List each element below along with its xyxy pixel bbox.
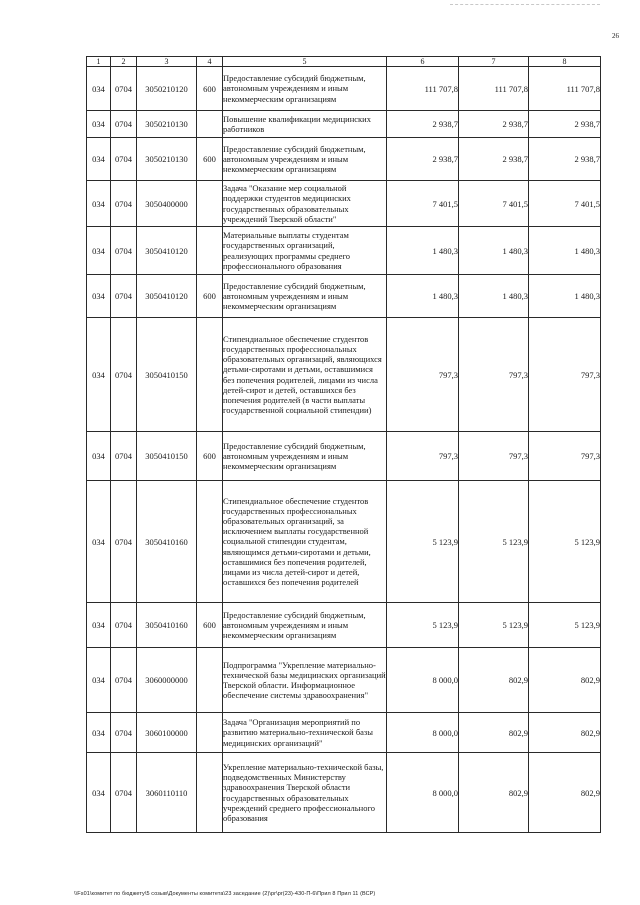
amount-cell: 802,9 xyxy=(459,713,529,753)
amount-cell: 5 123,9 xyxy=(529,603,601,648)
target-article-cell: 3050410120 xyxy=(137,227,197,275)
amount-cell: 2 938,7 xyxy=(387,138,459,181)
section-code-cell: 0704 xyxy=(111,67,137,111)
column-header: 1 xyxy=(87,57,111,67)
target-article-cell: 3060110110 xyxy=(137,753,197,833)
amount-cell: 111 707,8 xyxy=(387,67,459,111)
amount-cell: 7 401,5 xyxy=(459,181,529,227)
column-header: 8 xyxy=(529,57,601,67)
admin-code-cell: 034 xyxy=(87,111,111,138)
section-code-cell: 0704 xyxy=(111,481,137,603)
amount-cell: 802,9 xyxy=(529,713,601,753)
admin-code-cell: 034 xyxy=(87,432,111,481)
target-article-cell: 3050410160 xyxy=(137,603,197,648)
admin-code-cell: 034 xyxy=(87,603,111,648)
section-code-cell: 0704 xyxy=(111,432,137,481)
file-path-footer: \\Fs01\комитет по бюджету\5 созыв\Документы комитета\23 заседание (2)\pr\pr(23)-430-П-6\Прил 8 Прил 11 (ВСР) xyxy=(74,891,376,897)
amount-cell: 797,3 xyxy=(387,318,459,432)
amount-cell: 7 401,5 xyxy=(387,181,459,227)
target-article-cell: 3060100000 xyxy=(137,713,197,753)
table-row xyxy=(87,318,601,432)
table-row xyxy=(87,753,601,833)
amount-cell: 2 938,7 xyxy=(529,138,601,181)
description-cell: Материальные выплаты студентам государственных организаций, реализующих программы среднего профессионального образования xyxy=(223,227,387,275)
description-cell: Предоставление субсидий бюджетным, автономным учреждениям и иным некоммерческим организациям xyxy=(223,67,387,111)
admin-code-cell: 034 xyxy=(87,713,111,753)
expense-type-cell: 600 xyxy=(197,138,223,181)
amount-cell: 5 123,9 xyxy=(387,603,459,648)
amount-cell: 802,9 xyxy=(459,753,529,833)
amount-cell: 5 123,9 xyxy=(529,481,601,603)
amount-cell: 802,9 xyxy=(529,648,601,713)
table-row xyxy=(87,648,601,713)
column-header: 5 xyxy=(223,57,387,67)
table-row xyxy=(87,275,601,318)
admin-code-cell: 034 xyxy=(87,138,111,181)
target-article-cell: 3050410150 xyxy=(137,318,197,432)
amount-cell: 802,9 xyxy=(529,753,601,833)
expense-type-cell xyxy=(197,648,223,713)
description-cell: Подпрограмма "Укрепление материально-технической базы медицинских организаций Тверской области. Информационное обеспечение системы здравоохранения" xyxy=(223,648,387,713)
amount-cell: 1 480,3 xyxy=(387,227,459,275)
amount-cell: 5 123,9 xyxy=(387,481,459,603)
amount-cell: 797,3 xyxy=(529,432,601,481)
amount-cell: 111 707,8 xyxy=(459,67,529,111)
column-header: 6 xyxy=(387,57,459,67)
section-code-cell: 0704 xyxy=(111,318,137,432)
target-article-cell: 3050410150 xyxy=(137,432,197,481)
amount-cell: 111 707,8 xyxy=(529,67,601,111)
expense-type-cell xyxy=(197,318,223,432)
section-code-cell: 0704 xyxy=(111,713,137,753)
table-row xyxy=(87,432,601,481)
description-cell: Предоставление субсидий бюджетным, автономным учреждениям и иным некоммерческим организациям xyxy=(223,138,387,181)
amount-cell: 8 000,0 xyxy=(387,648,459,713)
description-cell: Задача "Организация мероприятий по развитию материально-технической базы медицинских организаций" xyxy=(223,713,387,753)
description-cell: Предоставление субсидий бюджетным, автономным учреждениям и иным некоммерческим организациям xyxy=(223,275,387,318)
amount-cell: 1 480,3 xyxy=(387,275,459,318)
expense-type-cell: 600 xyxy=(197,275,223,318)
expense-type-cell xyxy=(197,481,223,603)
description-cell: Предоставление субсидий бюджетным, автономным учреждениям и иным некоммерческим организациям xyxy=(223,432,387,481)
amount-cell: 1 480,3 xyxy=(459,227,529,275)
amount-cell: 797,3 xyxy=(529,318,601,432)
admin-code-cell: 034 xyxy=(87,481,111,603)
section-code-cell: 0704 xyxy=(111,275,137,318)
amount-cell: 5 123,9 xyxy=(459,481,529,603)
column-header: 2 xyxy=(111,57,137,67)
target-article-cell: 3060000000 xyxy=(137,648,197,713)
expense-type-cell xyxy=(197,713,223,753)
column-header: 4 xyxy=(197,57,223,67)
table-header-row xyxy=(87,57,601,67)
target-article-cell: 3050410120 xyxy=(137,275,197,318)
page-number: 26 xyxy=(612,32,619,40)
amount-cell: 8 000,0 xyxy=(387,713,459,753)
target-article-cell: 3050210130 xyxy=(137,111,197,138)
amount-cell: 797,3 xyxy=(459,432,529,481)
amount-cell: 1 480,3 xyxy=(529,275,601,318)
expense-type-cell xyxy=(197,111,223,138)
budget-table xyxy=(86,56,601,833)
amount-cell: 1 480,3 xyxy=(459,275,529,318)
target-article-cell: 3050210130 xyxy=(137,138,197,181)
expense-type-cell xyxy=(197,227,223,275)
amount-cell: 2 938,7 xyxy=(459,138,529,181)
amount-cell: 2 938,7 xyxy=(529,111,601,138)
admin-code-cell: 034 xyxy=(87,648,111,713)
amount-cell: 797,3 xyxy=(459,318,529,432)
admin-code-cell: 034 xyxy=(87,318,111,432)
section-code-cell: 0704 xyxy=(111,753,137,833)
description-cell: Задача "Оказание мер социальной поддержки студентов медицинских государственных образовательных учреждений Тверской области" xyxy=(223,181,387,227)
description-cell: Стипендиальное обеспечение студентов государственных профессиональных образовательных организаций, являющихся детьми-сиротами и детьми, оставшимися без попечения родителей, лицами из числа детей-сирот и детей, оставшихся без попечения родителей (в части выплаты государственной социальной стипендии) xyxy=(223,318,387,432)
amount-cell: 797,3 xyxy=(387,432,459,481)
table-row xyxy=(87,138,601,181)
admin-code-cell: 034 xyxy=(87,227,111,275)
expense-type-cell: 600 xyxy=(197,67,223,111)
admin-code-cell: 034 xyxy=(87,275,111,318)
expense-type-cell xyxy=(197,181,223,227)
description-cell: Стипендиальное обеспечение студентов государственных профессиональных образовательных организаций, за исключением выплаты государственной социальной стипендии студентам, являющимся детьми-сиротами и детьми, оставшимися без попечения родителей, лицами из числа детей-сирот и детей, оставшихся без попечения родителей xyxy=(223,481,387,603)
target-article-cell: 3050210120 xyxy=(137,67,197,111)
target-article-cell: 3050400000 xyxy=(137,181,197,227)
expense-type-cell: 600 xyxy=(197,432,223,481)
amount-cell: 2 938,7 xyxy=(459,111,529,138)
amount-cell: 8 000,0 xyxy=(387,753,459,833)
table-row xyxy=(87,67,601,111)
section-code-cell: 0704 xyxy=(111,111,137,138)
expense-type-cell: 600 xyxy=(197,603,223,648)
section-code-cell: 0704 xyxy=(111,181,137,227)
scan-artifact xyxy=(450,4,600,6)
table-row xyxy=(87,181,601,227)
table-row xyxy=(87,227,601,275)
amount-cell: 2 938,7 xyxy=(387,111,459,138)
table-row xyxy=(87,713,601,753)
description-cell: Повышение квалификации медицинских работников xyxy=(223,111,387,138)
amount-cell: 802,9 xyxy=(459,648,529,713)
column-header: 7 xyxy=(459,57,529,67)
target-article-cell: 3050410160 xyxy=(137,481,197,603)
table-row xyxy=(87,481,601,603)
amount-cell: 1 480,3 xyxy=(529,227,601,275)
column-header: 3 xyxy=(137,57,197,67)
admin-code-cell: 034 xyxy=(87,181,111,227)
amount-cell: 7 401,5 xyxy=(529,181,601,227)
admin-code-cell: 034 xyxy=(87,67,111,111)
expense-type-cell xyxy=(197,753,223,833)
section-code-cell: 0704 xyxy=(111,138,137,181)
table-row xyxy=(87,111,601,138)
table-row xyxy=(87,603,601,648)
description-cell: Укрепление материально-технической базы, подведомственных Министерству здравоохранения Тверской области государственных образовательных учреждений среднего профессионального образования xyxy=(223,753,387,833)
admin-code-cell: 034 xyxy=(87,753,111,833)
amount-cell: 5 123,9 xyxy=(459,603,529,648)
section-code-cell: 0704 xyxy=(111,603,137,648)
section-code-cell: 0704 xyxy=(111,648,137,713)
description-cell: Предоставление субсидий бюджетным, автономным учреждениям и иным некоммерческим организациям xyxy=(223,603,387,648)
section-code-cell: 0704 xyxy=(111,227,137,275)
